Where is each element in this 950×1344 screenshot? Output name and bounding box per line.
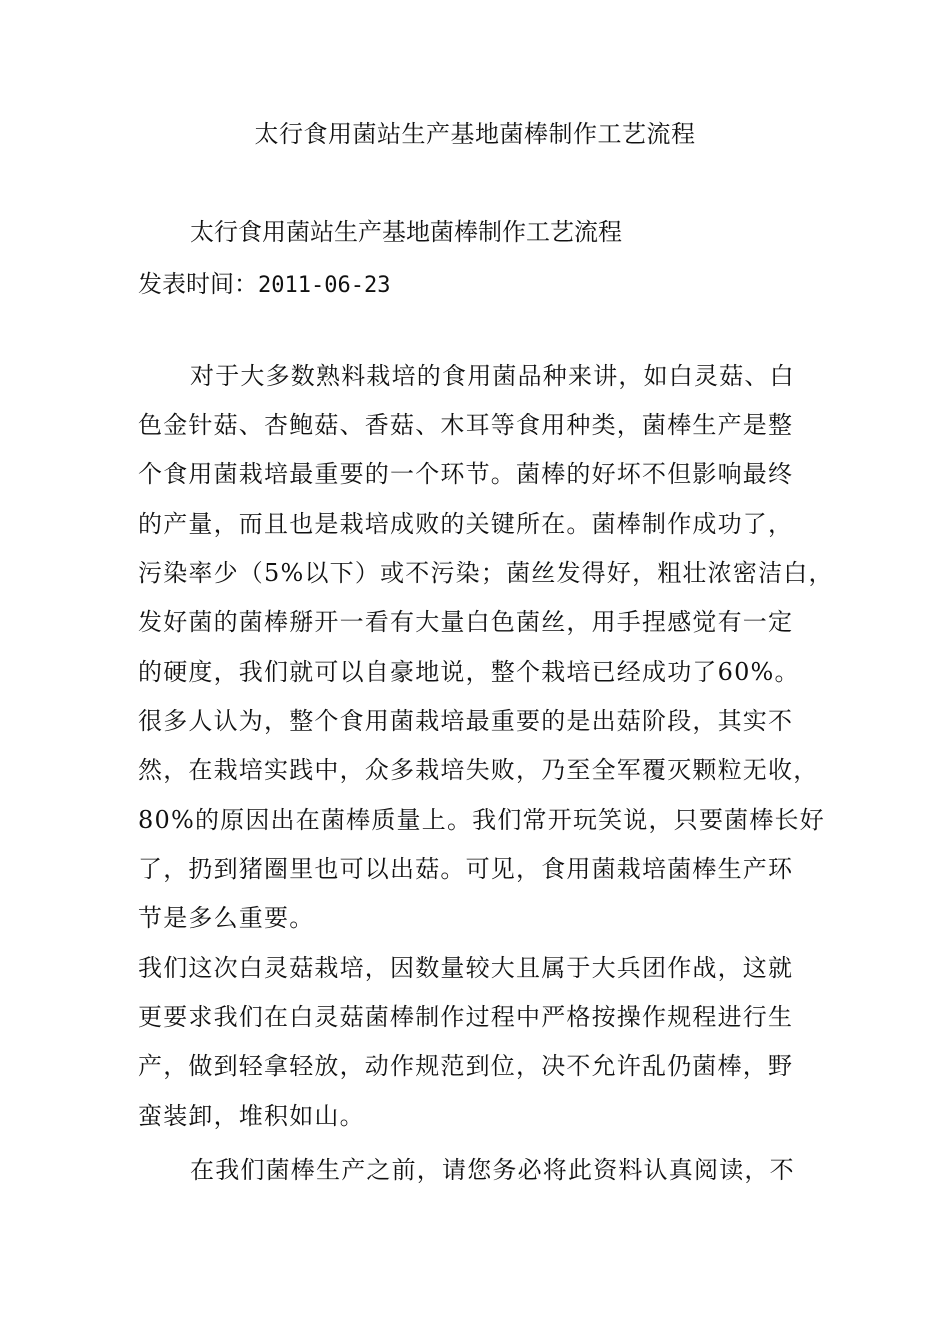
body-line: 污染率少（5%以下）或不污染；菌丝发得好，粗壮浓密洁白， [138,559,834,587]
article-title: 太行食用菌站生产基地菌棒制作工艺流程 [190,218,622,246]
body-line: 的产量，而且也是栽培成败的关键所在。菌棒制作成功了， [138,510,794,538]
body-line: 对于大多数熟料栽培的食用菌品种来讲，如白灵菇、白 [190,362,795,390]
body-line: 在我们菌棒生产之前，请您务必将此资料认真阅读，不 [190,1156,795,1184]
body-line: 蛮装卸，堆积如山。 [138,1102,365,1130]
body-line: 节是多么重要。 [138,904,315,932]
body-line: 80%的原因出在菌棒质量上。我们常开玩笑说，只要菌棒长好 [138,806,825,834]
publish-date: 2011-06-23 [258,273,391,298]
body-line: 的硬度，我们就可以自豪地说，整个栽培已经成功了60%。 [138,658,800,686]
publish-label: 发表时间： [138,270,258,298]
body-line: 很多人认为，整个食用菌栽培最重要的是出菇阶段，其实不 [138,707,794,735]
body-line: 更要求我们在白灵菇菌棒制作过程中严格按操作规程进行生 [138,1003,794,1031]
body-line: 个食用菌栽培最重要的一个环节。菌棒的好坏不但影响最终 [138,460,794,488]
body-line: 我们这次白灵菇栽培，因数量较大且属于大兵团作战，这就 [138,954,794,982]
document-title: 太行食用菌站生产基地菌棒制作工艺流程 [254,120,696,148]
publish-info [138,264,390,306]
body-line: 了，扔到猪圈里也可以出菇。可见，食用菌栽培菌棒生产环 [138,855,794,883]
body-line: 然，在栽培实践中，众多栽培失败，乃至全军覆灭颗粒无收， [138,756,819,784]
body-line: 产，做到轻拿轻放，动作规范到位，决不允许乱仍菌棒，野 [138,1052,794,1080]
body-line: 色金针菇、杏鲍菇、香菇、木耳等食用种类，菌棒生产是整 [138,411,794,439]
body-line: 发好菌的菌棒掰开一看有大量白色菌丝，用手捏感觉有一定 [138,608,794,636]
